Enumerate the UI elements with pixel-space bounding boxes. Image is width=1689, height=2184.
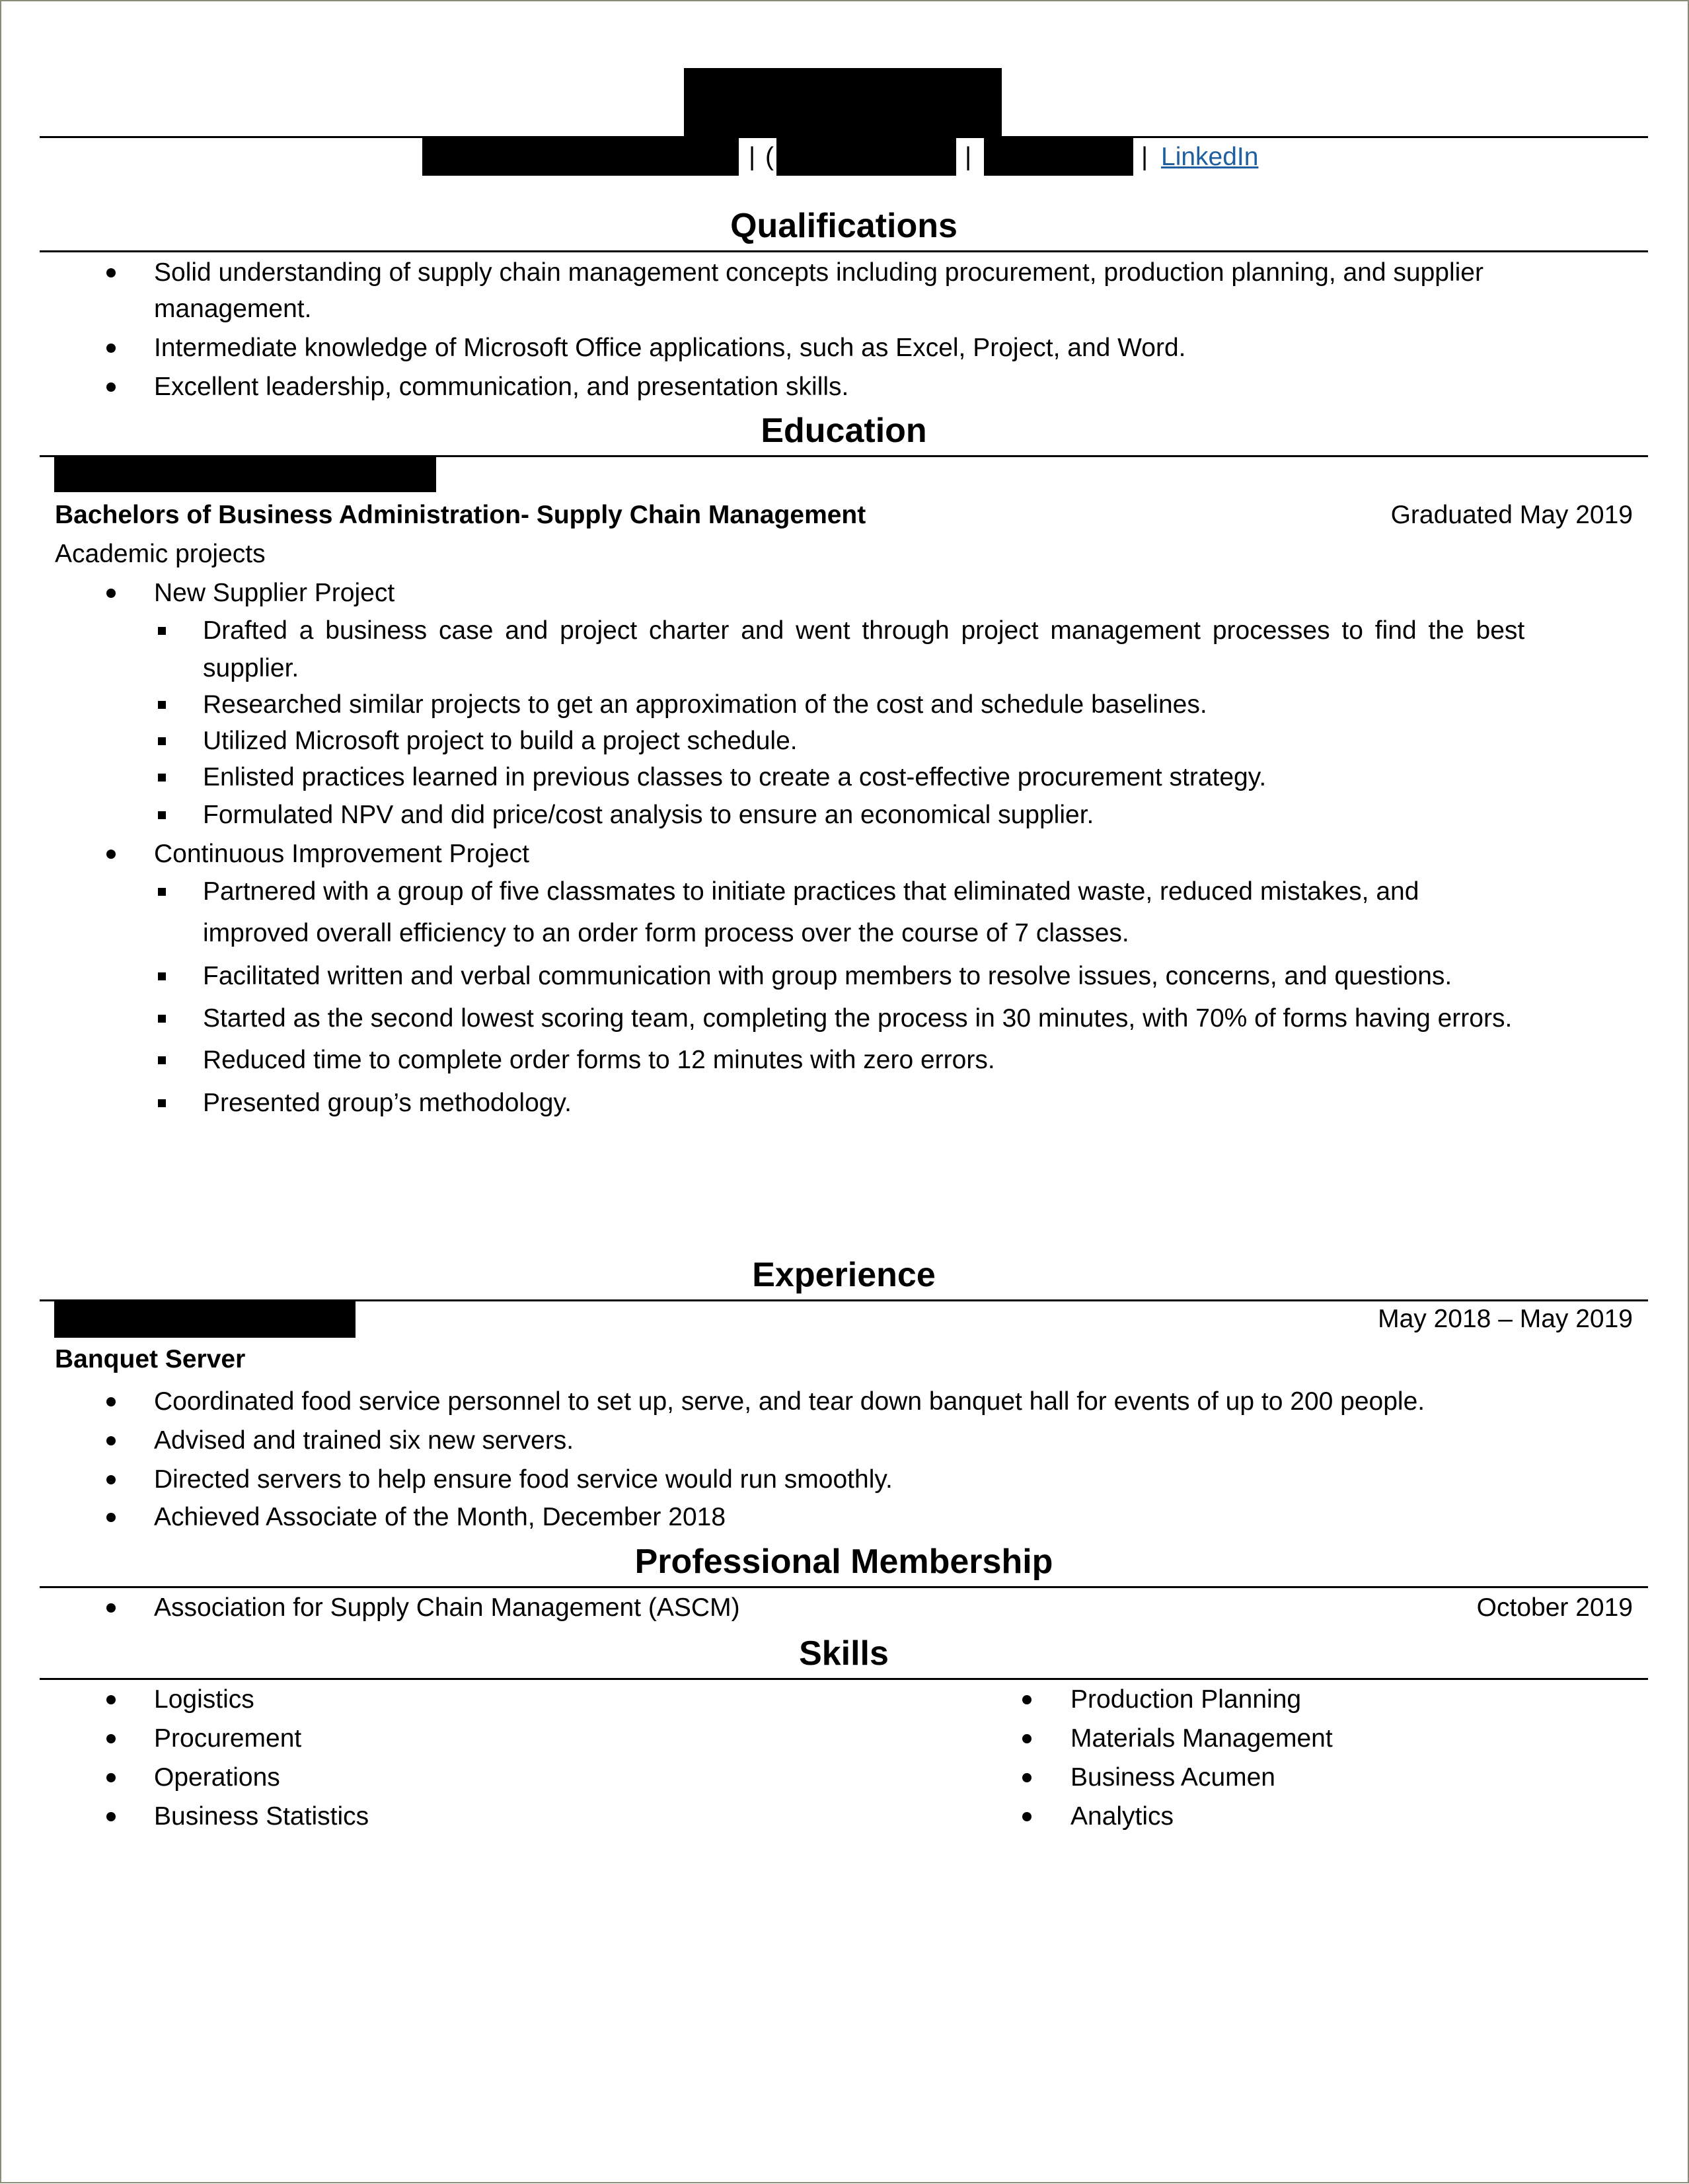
bullet-icon — [106, 589, 116, 598]
bullet-icon — [106, 1603, 116, 1613]
bullet-icon — [106, 1397, 116, 1406]
section-rule — [40, 250, 1648, 252]
degree-title: Bachelors of Business Administration- Supply Chain Management — [55, 501, 866, 529]
contact-separator: | — [965, 143, 972, 171]
skill-item: Analytics — [1070, 1802, 1174, 1831]
bullet-icon — [106, 268, 116, 277]
bullet-icon — [106, 1773, 116, 1782]
project-item: Enlisted practices learned in previous classes to create a cost-effective procurement strategy. — [203, 763, 1267, 791]
address-redaction — [422, 137, 739, 176]
square-bullet-icon — [158, 737, 166, 745]
skill-item: Materials Management — [1070, 1724, 1333, 1753]
skill-item: Procurement — [154, 1724, 302, 1753]
skill-item: Operations — [154, 1763, 280, 1792]
name-redaction — [684, 68, 1002, 137]
project-item: Started as the second lowest scoring team, completing the process in 30 minutes, with 70% of forms having errors. — [203, 1004, 1513, 1033]
phone-open-paren: ( — [765, 143, 774, 171]
skill-item: Business Statistics — [154, 1802, 369, 1831]
project-item: Presented group’s methodology. — [203, 1089, 572, 1117]
section-title-experience: Experience — [752, 1256, 936, 1294]
project-item: Formulated NPV and did price/cost analysis to ensure an economical supplier. — [203, 801, 1094, 829]
bullet-icon — [1022, 1695, 1032, 1704]
project-item: Reduced time to complete order forms to 12 minutes with zero errors. — [203, 1046, 995, 1074]
bullet-icon — [1022, 1734, 1032, 1743]
square-bullet-icon — [158, 1015, 166, 1023]
experience-item: Advised and trained six new servers. — [154, 1426, 574, 1455]
school-redaction — [54, 456, 436, 492]
section-title-qualifications: Qualifications — [730, 207, 957, 245]
membership-date: October 2019 — [1476, 1593, 1633, 1622]
employer-redaction — [54, 1300, 356, 1338]
contact-separator: | — [749, 143, 756, 171]
bullet-icon — [106, 1812, 116, 1821]
bullet-icon — [106, 1695, 116, 1704]
square-bullet-icon — [158, 701, 166, 709]
square-bullet-icon — [158, 1099, 166, 1107]
contact-separator: | — [1141, 143, 1148, 171]
section-rule — [40, 1678, 1648, 1680]
bullet-icon — [106, 382, 116, 392]
job-title: Banquet Server — [55, 1345, 246, 1373]
graduation-date: Graduated May 2019 — [1390, 501, 1633, 529]
academic-projects-label: Academic projects — [55, 540, 266, 568]
project-item-continued: supplier. — [203, 654, 299, 682]
qualification-item: Solid understanding of supply chain management concepts including procurement, production planning, and supplier — [154, 258, 1483, 287]
qualification-item: Intermediate knowledge of Microsoft Office applications, such as Excel, Project, and Word. — [154, 334, 1186, 362]
linkedin-link[interactable]: LinkedIn — [1161, 143, 1259, 171]
project-item: Utilized Microsoft project to build a project schedule. — [203, 727, 798, 755]
phone-redaction — [776, 137, 956, 176]
bullet-icon — [1022, 1773, 1032, 1782]
bullet-icon — [106, 850, 116, 859]
qualification-item-continued: management. — [154, 295, 312, 323]
square-bullet-icon — [158, 972, 166, 980]
bullet-icon — [106, 344, 116, 353]
section-title-membership: Professional Membership — [634, 1543, 1053, 1581]
skill-item: Logistics — [154, 1685, 254, 1714]
bullet-icon — [106, 1475, 116, 1484]
experience-item: Coordinated food service personnel to set up, serve, and tear down banquet hall for events of up to 200 people. — [154, 1387, 1425, 1416]
square-bullet-icon — [158, 1056, 166, 1064]
square-bullet-icon — [158, 627, 166, 635]
bullet-icon — [106, 1734, 116, 1743]
square-bullet-icon — [158, 811, 166, 819]
skill-item: Business Acumen — [1070, 1763, 1276, 1792]
section-title-education: Education — [761, 412, 927, 450]
section-title-skills: Skills — [799, 1634, 889, 1673]
project-item: Researched similar projects to get an approximation of the cost and schedule baselines. — [203, 690, 1207, 719]
bullet-icon — [1022, 1812, 1032, 1821]
project-item: Partnered with a group of five classmates to initiate practices that eliminated waste, reduced mistakes, and — [203, 877, 1419, 906]
project-item: Drafted a business case and project charter and went through project management processes to find the best — [203, 616, 1525, 645]
membership-item: Association for Supply Chain Management (ASCM) — [154, 1593, 740, 1622]
experience-item: Achieved Associate of the Month, December 2018 — [154, 1503, 726, 1531]
skill-item: Production Planning — [1070, 1685, 1302, 1714]
section-rule — [40, 1586, 1648, 1588]
project-item-continued: improved overall efficiency to an order form process over the course of 7 classes. — [203, 919, 1129, 947]
bullet-icon — [106, 1513, 116, 1522]
experience-item: Directed servers to help ensure food service would run smoothly. — [154, 1465, 893, 1494]
project-name: Continuous Improvement Project — [154, 840, 529, 868]
square-bullet-icon — [158, 888, 166, 896]
experience-dates: May 2018 – May 2019 — [1378, 1305, 1633, 1333]
project-name: New Supplier Project — [154, 579, 395, 607]
project-item: Facilitated written and verbal communication with group members to resolve issues, concerns, and questions. — [203, 962, 1452, 990]
email-redaction — [984, 137, 1133, 176]
qualification-item: Excellent leadership, communication, and presentation skills. — [154, 373, 849, 401]
square-bullet-icon — [158, 774, 166, 782]
bullet-icon — [106, 1436, 116, 1445]
